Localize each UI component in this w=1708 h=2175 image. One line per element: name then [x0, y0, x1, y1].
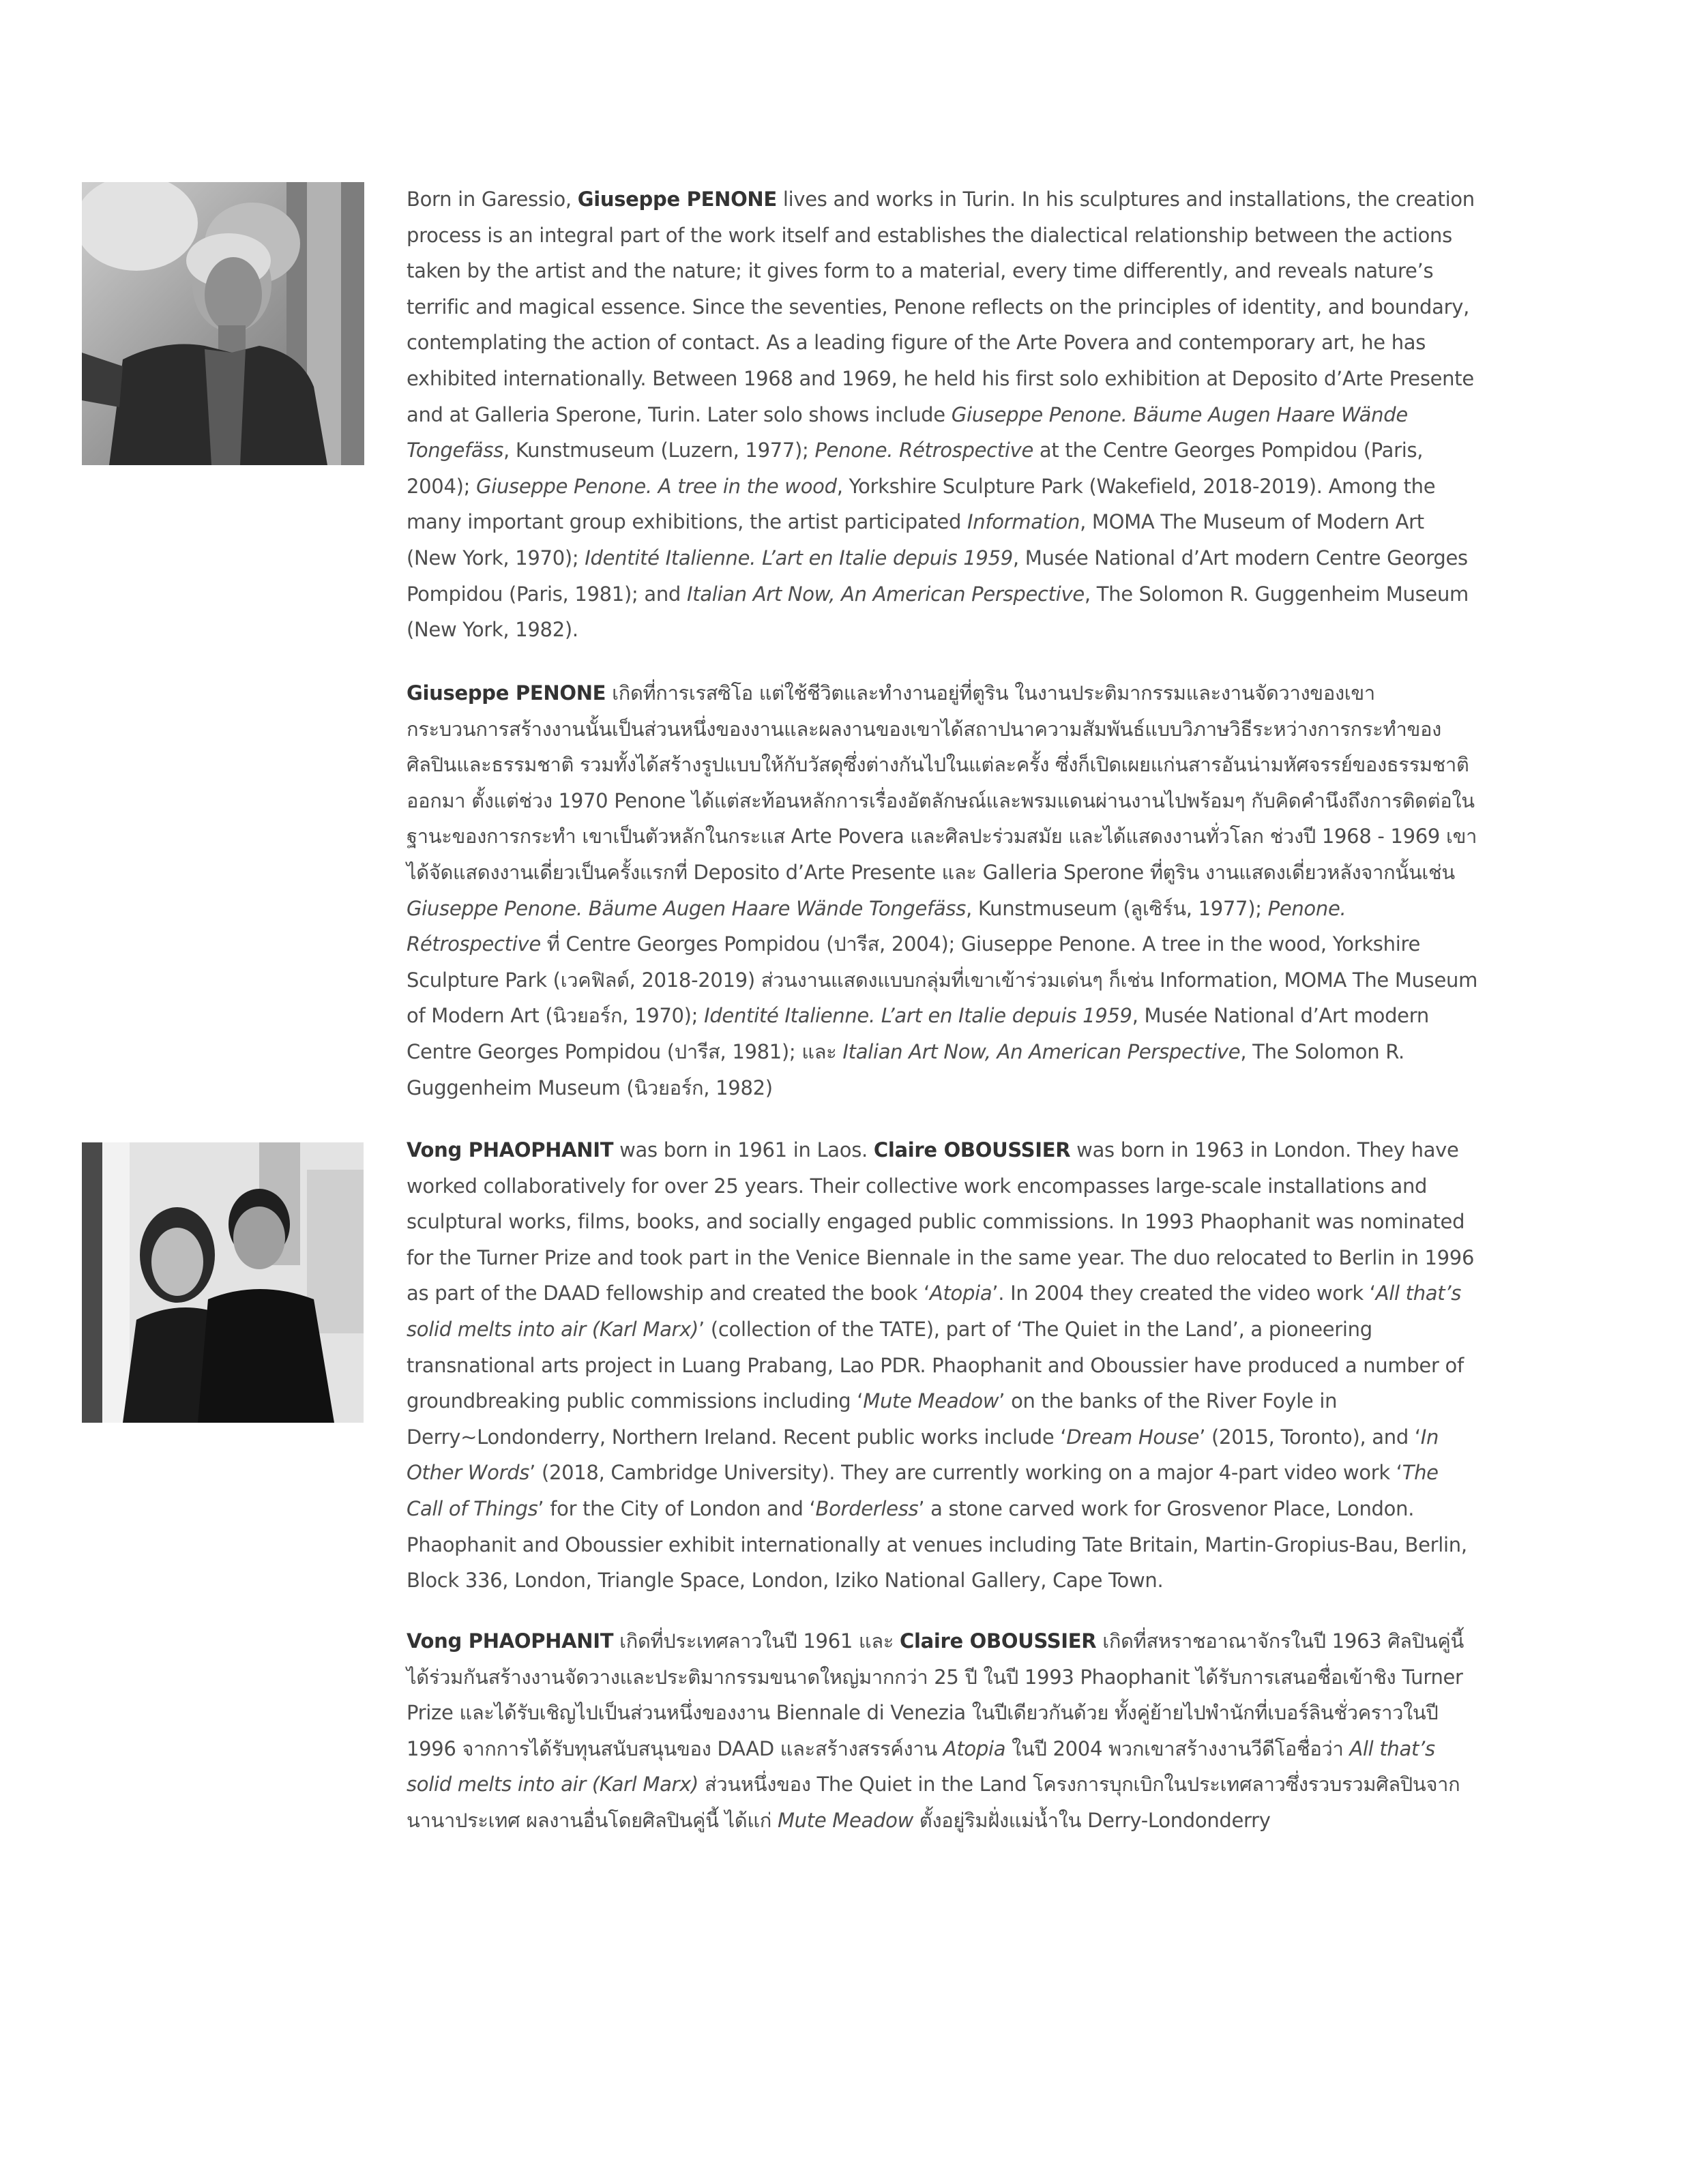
work-title: The Call of Things — [407, 1461, 1439, 1520]
bio-text: ’ (2018, Cambridge University). They are currently working on a major 4-part video work ‘ — [529, 1461, 1402, 1485]
penone-portrait-photo — [82, 182, 364, 465]
artist-name: Claire OBOUSSIER — [873, 1138, 1071, 1162]
bio-text: lives and works in Turin. In his sculptures and installations, the creation process is an integral part of the work itself and establishes the dialectical relationship between the actions taken by the artist and the nature; it gives form to a material, every time differently, and reveals nature’s terrific and magical essence. Since the seventies, Penone reflects on the principles of identity, and boundary, contemplating the action of contact. As a leading figure of the Arte Povera and contemporary art, he has exhibited internationally. Between 1968 and 1969, he held his first solo exhibition at Deposito d’Arte Presente and at Galleria Sperone, Turin. Later solo shows include — [407, 188, 1475, 426]
artist-name: Giuseppe PENONE — [577, 188, 777, 211]
artist-name: Claire OBOUSSIER — [899, 1629, 1097, 1653]
bio-text: ’ for the City of London and ‘ — [538, 1496, 816, 1520]
bio-text: ตั้งอยู่ริมฝั่งแม่น้ำใน Derry-Londonderry — [913, 1808, 1271, 1832]
bio-text: เกิดที่การเรสซิโอ แต่ใช้ชีวิตและทำงานอยู่ที่ตูริน ในงานประติมากรรมและงานจัดวางของเขา กระบวนการสร้างงานนั้นเป็นส่วนหนึ่งของงานและผลงานของเขาได้สถาปนาความสัมพันธ์แบบวิภาษวิธีระหว่างการกระทำของศิลปินและธรรมชาติ รวมทั้งได้สร้างรูปแบบให้กับวัสดุซึ่งต่างกันไปในแต่ละครั้ง ซึ่งก็เปิดเผยแก่นสารอันน่ามหัศจรรย์ของธรรมชาติออกมา ตั้งแต่ช่วง 1970 Penone ได้แต่สะท้อนหลักการเรื่องอัตลักษณ์และพรมแดนผ่านงานไปพร้อมๆ กับคิดคำนึงถึงการติดต่อในฐานะของการกระทำ เขาเป็นตัวหลักในกระแส Arte Povera และศิลปะร่วมสมัย และได้แสดงงานทั่วโลก ช่วงปี 1968 - 1969 เขาได้จัดแสดงงานเดี่ยวเป็นครั้งแรกที่ Deposito d’Arte Presente และ Galleria Sperone ที่ตูริน งานแสดงเดี่ยวหลังจากนั้นเช่น — [407, 681, 1477, 884]
phaophanit-oboussier-portrait-photo — [82, 1142, 364, 1423]
bio-text: , Musée National d’Art modern Centre Georges Pompidou (Paris, 1981); and — [407, 546, 1468, 606]
work-title: Mute Meadow — [863, 1389, 999, 1413]
artist-name: Vong PHAOPHANIT — [407, 1138, 614, 1162]
work-title: Dream House — [1066, 1425, 1200, 1449]
work-title: Penone. Rétrospective — [407, 896, 1346, 956]
bio-text: at the Centre Georges Pompidou (Paris, 2004); — [407, 439, 1424, 498]
bio-text: was born in 1961 in Laos. — [613, 1138, 874, 1162]
bio-text: ’ on the banks of the River Foyle in Derry~Londonderry, Northern Ireland. Recent public works include ‘ — [407, 1389, 1338, 1449]
bio-text: ’ a stone carved work for Grosvenor Place, London. Phaophanit and Oboussier exhibit internationally at venues including Tate Britain, Martin-Gropius-Bau, Berlin, Block 336, London, Triangle Space, London, Iziko National Gallery, Cape Town. — [407, 1496, 1467, 1593]
bio-text: , The Solomon R. Guggenheim Museum (New York, 1982). — [407, 582, 1469, 642]
work-title: Identité Italienne. L’art en Italie depuis 1959 — [585, 546, 1013, 569]
work-title: Italian Art Now, An American Perspective — [686, 582, 1085, 606]
bio-text: เกิดที่ประเทศลาวในปี 1961 และ — [613, 1629, 900, 1653]
bio-text: , MOMA The Museum of Modern Art (New York, 1970); — [407, 510, 1424, 569]
work-title: Atopia — [929, 1282, 992, 1305]
bio-text: , The Solomon R. Guggenheim Museum (นิวยอร์ก, 1982) — [407, 1039, 1404, 1099]
work-title: Giuseppe Penone. A tree in the wood — [476, 474, 837, 498]
work-title: Atopia — [943, 1736, 1006, 1760]
work-title: Identité Italienne. L’art en Italie depuis 1959 — [704, 1004, 1132, 1028]
bio-text: ในปี 2004 พวกเขาสร้างงานวีดีโอชื่อว่า — [1005, 1736, 1350, 1760]
penone-bio-en — [407, 181, 1479, 648]
bio-text: ที่ Centre Georges Pompidou (ปารีส, 2004); Giuseppe Penone. A tree in the wood, Yorkshire Sculpture Park (เวคฟิลด์, 2018-2019) ส่วนงานแสดงแบบกลุ่มที่เขาเข้าร่วมเด่นๆ ก็เช่น Information, MOMA The Museum of Modern Art (นิวยอร์ก, 1970); — [407, 932, 1478, 1028]
artist-name: Vong PHAOPHANIT — [407, 1629, 614, 1653]
bio-text: ’ (collection of the TATE), part of ‘The Quiet in the Land’, a pioneering transnational arts project in Luang Prabang, Lao PDR. Phaophanit and Oboussier have produced a number of groundbreaking public commissions including ‘ — [407, 1317, 1464, 1413]
work-title: Giuseppe Penone. Bäume Augen Haare Wände Tongefäss — [407, 896, 967, 920]
bio-text: เกิดที่สหราชอาณาจักรในปี 1963 ศิลปินคู่นี้ได้ร่วมกันสร้างงานจัดวางและประติมากรรมขนาดใหญ่มากกว่า 25 ปี ในปี 1993 Phaophanit ได้รับการเสนอชื่อเข้าชิง Turner Prize และได้รับเชิญไปเป็นส่วนหนึ่งของงาน Biennale di Venezia ในปีเดียวกันด้วย ทั้งคู่ย้ายไปพำนักที่เบอร์ลินชั่วคราวในปี 1996 จากการได้รับทุนสนับสนุนของ DAAD และสร้างสรรค์งาน — [407, 1629, 1464, 1760]
work-title: Mute Meadow — [777, 1808, 913, 1832]
work-title: Penone. Rétrospective — [814, 439, 1034, 462]
phaophanit-oboussier-bio-th — [407, 1623, 1479, 1839]
bio-text: , Musée National d’Art modern Centre Georges Pompidou (ปารีส, 1981); และ — [407, 1004, 1429, 1063]
work-title: Italian Art Now, An American Perspective — [842, 1039, 1241, 1063]
bio-text: , Kunstmuseum (ลูเซิร์น, 1977); — [966, 896, 1268, 920]
bio-text: ’. In 2004 they created the video work ‘ — [992, 1282, 1376, 1305]
artist-name: Giuseppe PENONE — [407, 681, 606, 705]
work-title: All that’s solid melts into air (Karl Marx) — [407, 1282, 1462, 1341]
bio-text: , Kunstmuseum (Luzern, 1977); — [503, 439, 815, 462]
bio-text: ’ (2015, Toronto), and ‘ — [1199, 1425, 1421, 1449]
bio-text: Born in Garessio, — [407, 188, 578, 211]
work-title: All that’s solid melts into air (Karl Marx) — [407, 1736, 1435, 1796]
bio-text: was born in 1963 in London. They have worked collaboratively for over 25 years. Their collective work encompasses large-scale installations and sculptural works, films, books, and socially engaged public commissions. In 1993 Phaophanit was nominated for the Turner Prize and took part in the Venice Biennale in the same year. The duo relocated to Berlin in 1996 as part of the DAAD fellowship and created the book ‘ — [407, 1138, 1475, 1305]
work-title: Borderless — [815, 1496, 919, 1520]
work-title: Giuseppe Penone. Bäume Augen Haare Wände Tongefäss — [407, 402, 1408, 462]
work-title: Information — [967, 510, 1080, 534]
bio-text: , Yorkshire Sculpture Park (Wakefield, 2018-2019). Among the many important group exhibitions, the artist participated — [407, 474, 1436, 534]
bio-text: ส่วนหนึ่งของ The Quiet in the Land โครงการบุกเบิกในประเทศลาวซึ่งรวบรวมศิลปินจากนานาประเทศ ผลงานอื่นโดยศิลปินคู่นี้ ได้แก่ — [407, 1773, 1460, 1832]
penone-bio-th — [407, 675, 1479, 1106]
phaophanit-oboussier-bio-en — [407, 1132, 1479, 1599]
work-title: In Other Words — [407, 1425, 1439, 1485]
